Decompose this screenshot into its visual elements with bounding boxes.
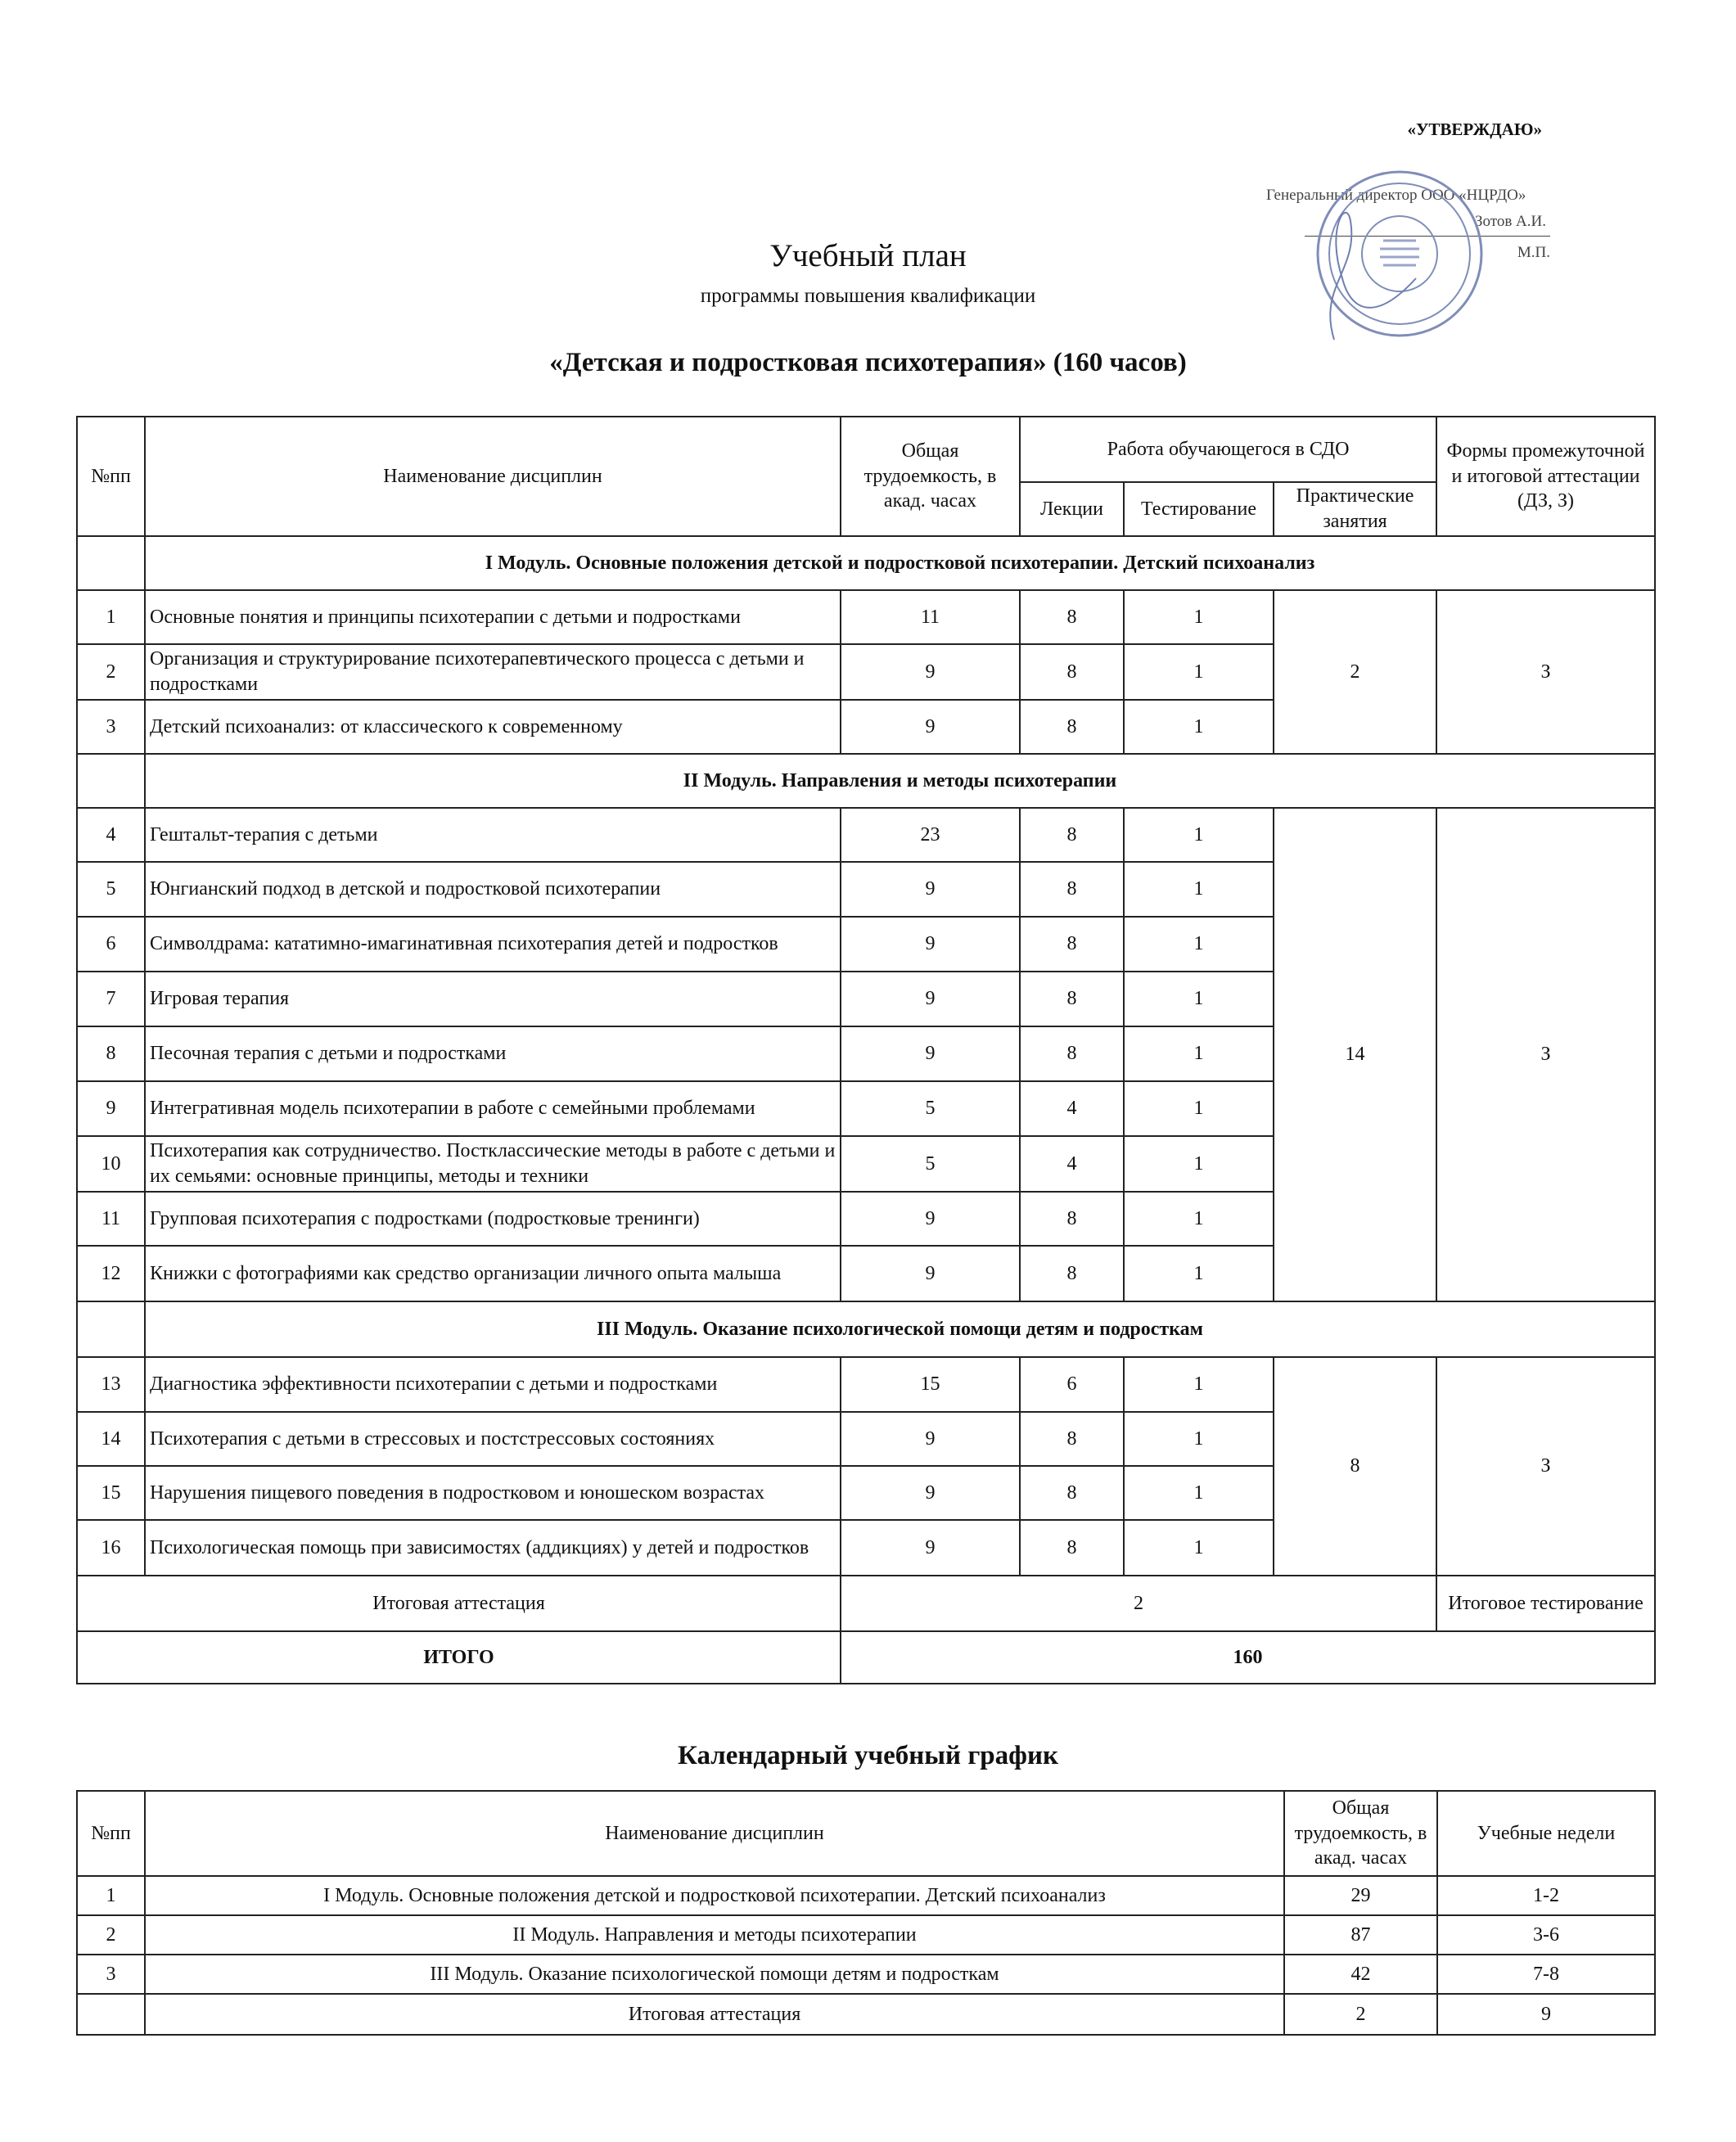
cal-header-num: №пп — [77, 1791, 145, 1876]
row-lectures: 8 — [1020, 862, 1124, 917]
calendar-row-num — [77, 1994, 145, 2035]
discipline-name: Нарушения пищевого поведения в подростковом и юношеском возрастах — [145, 1466, 841, 1520]
row-num: 9 — [77, 1081, 145, 1136]
header-lectures: Лекции — [1020, 482, 1124, 536]
calendar-table — [76, 1790, 1656, 2036]
row-total-hours: 9 — [841, 1192, 1020, 1246]
discipline-name: Песочная терапия с детьми и подростками — [145, 1026, 841, 1081]
table-row — [77, 808, 1655, 862]
row-total-hours: 5 — [841, 1136, 1020, 1192]
discipline-name: Юнгианский подход в детской и подростковой психотерапии — [145, 862, 841, 917]
module-attestation-form: З — [1436, 1357, 1655, 1576]
row-num: 12 — [77, 1246, 145, 1301]
module-practice-hours: 2 — [1274, 590, 1436, 754]
module-practice-hours: 14 — [1274, 808, 1436, 1301]
row-num: 3 — [77, 700, 145, 754]
row-total-hours: 11 — [841, 590, 1020, 644]
header-total: Общая трудоемкость, в акад. часах — [841, 417, 1020, 536]
calendar-row-weeks: 1-2 — [1437, 1876, 1655, 1915]
calendar-row — [77, 1994, 1655, 2035]
row-testing: 1 — [1124, 700, 1274, 754]
row-num: 7 — [77, 972, 145, 1026]
row-total-hours: 9 — [841, 862, 1020, 917]
calendar-title: Календарный учебный график — [677, 1741, 1059, 1770]
page-title: Учебный план — [769, 238, 967, 273]
row-num: 1 — [77, 590, 145, 644]
row-lectures: 6 — [1020, 1357, 1124, 1412]
approval-mp: М.П. — [1517, 244, 1550, 261]
table-row — [77, 590, 1655, 644]
row-total-hours: 9 — [841, 700, 1020, 754]
row-lectures: 8 — [1020, 1466, 1124, 1520]
approval-director: Генеральный директор ООО «НЦРДО» — [1266, 187, 1526, 204]
calendar-row-hours: 29 — [1284, 1876, 1437, 1915]
row-lectures: 4 — [1020, 1081, 1124, 1136]
calendar-row-name: I Модуль. Основные положения детской и подростковой психотерапии. Детский психоанализ — [145, 1876, 1284, 1915]
header-testing: Тестирование — [1124, 482, 1274, 536]
row-testing: 1 — [1124, 1026, 1274, 1081]
page-subtitle: программы повышения квалификации — [700, 285, 1036, 307]
calendar-row-num: 3 — [77, 1955, 145, 1994]
total-label: ИТОГО — [77, 1631, 841, 1684]
row-testing: 1 — [1124, 590, 1274, 644]
row-lectures: 8 — [1020, 972, 1124, 1026]
row-total-hours: 9 — [841, 1520, 1020, 1576]
row-num: 14 — [77, 1412, 145, 1466]
calendar-row — [77, 1955, 1655, 1994]
module-attestation-form: З — [1436, 808, 1655, 1301]
calendar-row-num: 2 — [77, 1915, 145, 1955]
calendar-row-name: Итоговая аттестация — [145, 1994, 1284, 2035]
row-lectures: 8 — [1020, 1412, 1124, 1466]
module-title: II Модуль. Направления и методы психотерапии — [145, 754, 1655, 808]
row-total-hours: 9 — [841, 1466, 1020, 1520]
row-total-hours: 5 — [841, 1081, 1020, 1136]
row-testing: 1 — [1124, 862, 1274, 917]
row-lectures: 4 — [1020, 1136, 1124, 1192]
discipline-name: Психотерапия с детьми в стрессовых и постстрессовых состояниях — [145, 1412, 841, 1466]
header-forms: Формы промежуточной и итоговой аттестации (ДЗ, З) — [1436, 417, 1655, 536]
row-num: 16 — [77, 1520, 145, 1576]
row-lectures: 8 — [1020, 1192, 1124, 1246]
row-lectures: 8 — [1020, 700, 1124, 754]
module-blank-cell — [77, 536, 145, 590]
header-name: Наименование дисциплин — [145, 417, 841, 536]
calendar-row-name: III Модуль. Оказание психологической помощи детям и подросткам — [145, 1955, 1284, 1994]
final-attestation-form: Итоговое тестирование — [1436, 1576, 1655, 1631]
row-testing: 1 — [1124, 1136, 1274, 1192]
discipline-name: Организация и структурирование психотерапевтического процесса с детьми и подростками — [145, 644, 841, 700]
calendar-row-num: 1 — [77, 1876, 145, 1915]
row-num: 8 — [77, 1026, 145, 1081]
discipline-name: Основные понятия и принципы психотерапии с детьми и подростками — [145, 590, 841, 644]
row-num: 6 — [77, 917, 145, 972]
discipline-name: Символдрама: кататимно-имагинативная психотерапия детей и подростков — [145, 917, 841, 972]
curriculum-table-body — [77, 417, 1655, 1684]
table-header-row — [77, 417, 1655, 482]
module-blank-cell — [77, 1301, 145, 1357]
row-num: 2 — [77, 644, 145, 700]
calendar-row — [77, 1915, 1655, 1955]
discipline-name: Гештальт-терапия с детьми — [145, 808, 841, 862]
cal-header-weeks: Учебные недели — [1437, 1791, 1655, 1876]
discipline-name: Диагностика эффективности психотерапии с детьми и подростками — [145, 1357, 841, 1412]
final-attestation-hours: 2 — [841, 1576, 1436, 1631]
calendar-row-name: II Модуль. Направления и методы психотерапии — [145, 1915, 1284, 1955]
row-lectures: 8 — [1020, 808, 1124, 862]
row-num: 10 — [77, 1136, 145, 1192]
module-header-row — [77, 754, 1655, 808]
row-lectures: 8 — [1020, 590, 1124, 644]
module-blank-cell — [77, 754, 145, 808]
row-testing: 1 — [1124, 1192, 1274, 1246]
calendar-row-weeks: 9 — [1437, 1994, 1655, 2035]
module-attestation-form: З — [1436, 590, 1655, 754]
row-testing: 1 — [1124, 1081, 1274, 1136]
header-practice: Практические занятия — [1274, 482, 1436, 536]
row-total-hours: 9 — [841, 1412, 1020, 1466]
total-hours: 160 — [841, 1631, 1655, 1684]
final-attestation-row — [77, 1576, 1655, 1631]
row-num: 15 — [77, 1466, 145, 1520]
header-work: Работа обучающегося в СДО — [1020, 417, 1436, 482]
row-num: 5 — [77, 862, 145, 917]
row-testing: 1 — [1124, 1246, 1274, 1301]
calendar-row-hours: 87 — [1284, 1915, 1437, 1955]
row-lectures: 8 — [1020, 1246, 1124, 1301]
row-total-hours: 15 — [841, 1357, 1020, 1412]
module-header-row — [77, 536, 1655, 590]
row-num: 4 — [77, 808, 145, 862]
row-testing: 1 — [1124, 808, 1274, 862]
discipline-name: Психотерапия как сотрудничество. Постклассические методы в работе с детьми и их семьями: основные принципы, методы и техники — [145, 1136, 841, 1192]
approval-name: Зотов А.И. — [1475, 213, 1546, 230]
row-testing: 1 — [1124, 1520, 1274, 1576]
discipline-name: Интегративная модель психотерапии в работе с семейными проблемами — [145, 1081, 841, 1136]
calendar-row-weeks: 3-6 — [1437, 1915, 1655, 1955]
calendar-row-weeks: 7-8 — [1437, 1955, 1655, 1994]
cal-header-total: Общая трудоемкость, в акад. часах — [1284, 1791, 1437, 1876]
row-num: 11 — [77, 1192, 145, 1246]
row-lectures: 8 — [1020, 917, 1124, 972]
cal-header-name: Наименование дисциплин — [145, 1791, 1284, 1876]
discipline-name: Психологическая помощь при зависимостях (аддикциях) у детей и подростков — [145, 1520, 841, 1576]
calendar-row — [77, 1876, 1655, 1915]
row-testing: 1 — [1124, 644, 1274, 700]
row-lectures: 8 — [1020, 1026, 1124, 1081]
module-practice-hours: 8 — [1274, 1357, 1436, 1576]
approval-word: «УТВЕРЖДАЮ» — [1407, 120, 1542, 139]
program-title: «Детская и подростковая психотерапия» (160 часов) — [549, 348, 1187, 377]
row-lectures: 8 — [1020, 1520, 1124, 1576]
row-total-hours: 9 — [841, 972, 1020, 1026]
row-lectures: 8 — [1020, 644, 1124, 700]
total-row — [77, 1631, 1655, 1684]
row-total-hours: 9 — [841, 1026, 1020, 1081]
row-total-hours: 9 — [841, 644, 1020, 700]
module-title: III Модуль. Оказание психологической помощи детям и подросткам — [145, 1301, 1655, 1357]
final-attestation-label: Итоговая аттестация — [77, 1576, 841, 1631]
calendar-row-hours: 42 — [1284, 1955, 1437, 1994]
row-testing: 1 — [1124, 972, 1274, 1026]
row-testing: 1 — [1124, 1466, 1274, 1520]
row-total-hours: 9 — [841, 1246, 1020, 1301]
header-num: №пп — [77, 417, 145, 536]
row-testing: 1 — [1124, 917, 1274, 972]
discipline-name: Групповая психотерапия с подростками (подростковые тренинги) — [145, 1192, 841, 1246]
discipline-name: Игровая терапия — [145, 972, 841, 1026]
discipline-name: Книжки с фотографиями как средство организации личного опыта малыша — [145, 1246, 841, 1301]
module-header-row — [77, 1301, 1655, 1357]
calendar-header-row — [77, 1791, 1655, 1876]
row-testing: 1 — [1124, 1412, 1274, 1466]
discipline-name: Детский психоанализ: от классического к современному — [145, 700, 841, 754]
calendar-row-hours: 2 — [1284, 1994, 1437, 2035]
calendar-table-body — [77, 1791, 1655, 2035]
curriculum-table — [76, 416, 1656, 1684]
row-total-hours: 23 — [841, 808, 1020, 862]
row-num: 13 — [77, 1357, 145, 1412]
row-testing: 1 — [1124, 1357, 1274, 1412]
module-title: I Модуль. Основные положения детской и подростковой психотерапии. Детский психоанализ — [145, 536, 1655, 590]
table-row — [77, 1357, 1655, 1412]
row-total-hours: 9 — [841, 917, 1020, 972]
